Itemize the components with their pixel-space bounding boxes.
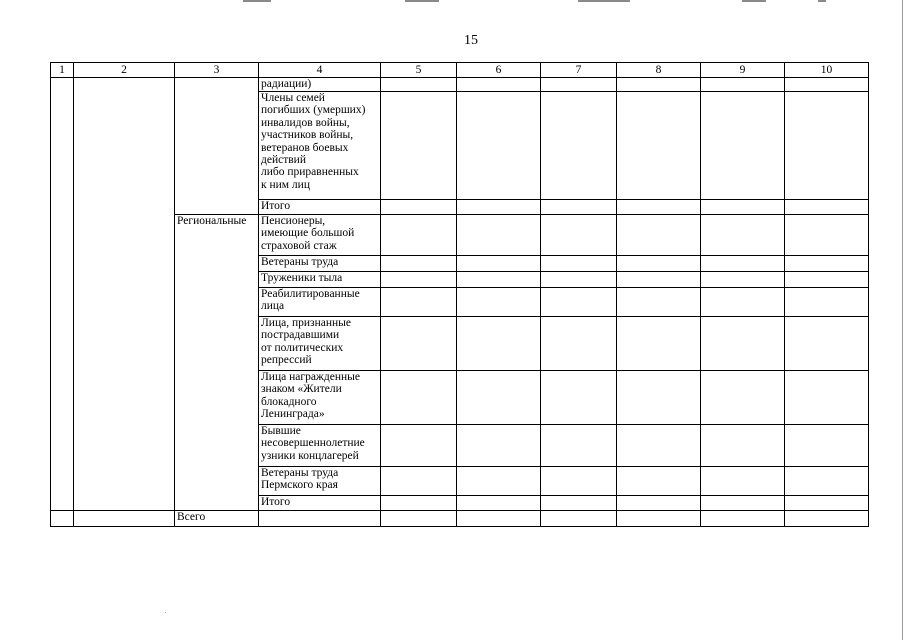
column-header: 4 (259, 63, 381, 78)
table-row (51, 511, 869, 527)
scan-speck (165, 612, 166, 613)
scan-artifact (405, 0, 439, 2)
total-cell: Итого (259, 200, 381, 215)
scan-artifact (818, 0, 826, 2)
recipient-group-cell: радиации) (259, 78, 381, 92)
column-number-row (51, 63, 869, 78)
page-edge (902, 0, 903, 640)
column-header: 2 (74, 63, 175, 78)
column-header: 10 (785, 63, 869, 78)
recipient-group-cell: Бывшие несовершеннолетние узники концлагерей (259, 425, 381, 467)
column-header: 5 (381, 63, 457, 78)
recipient-group-cell: Ветераны труда Пермского края (259, 467, 381, 496)
recipient-group-cell: Пенсионеры, имеющие большой страховой стаж (259, 215, 381, 256)
recipient-group-cell: Ветераны труда (259, 256, 381, 272)
recipient-group-cell: Члены семей погибших (умерших) инвалидов войны, участников войны, ветеранов боевых действий либо приравненных к ним лиц (259, 92, 381, 200)
recipient-group-cell: Труженики тыла (259, 272, 381, 288)
scan-artifact (243, 0, 271, 2)
scan-artifact (742, 0, 766, 2)
recipient-group-cell: Реабилитированные лица (259, 288, 381, 317)
category-cell (175, 78, 259, 215)
table-row (51, 78, 869, 92)
category-cell: Региональные (175, 215, 259, 511)
cell-col2-merged (74, 78, 175, 511)
column-header: 3 (175, 63, 259, 78)
column-header: 9 (701, 63, 785, 78)
column-header: 6 (457, 63, 541, 78)
column-header: 7 (541, 63, 617, 78)
column-header: 8 (617, 63, 701, 78)
benefit-recipients-table (50, 62, 869, 527)
recipient-group-cell: Лица награжденные знаком «Жители блокадного Ленинграда» (259, 371, 381, 425)
recipient-group-cell (259, 511, 381, 527)
recipient-group-cell: Лица, признанные пострадавшими от политических репрессий (259, 317, 381, 371)
scan-artifact (578, 0, 630, 2)
page-number: 15 (464, 33, 478, 48)
total-cell: Итого (259, 496, 381, 511)
column-header: 1 (51, 63, 74, 78)
cell-col1-merged (51, 78, 74, 511)
grand-total-cell: Всего (175, 511, 259, 527)
